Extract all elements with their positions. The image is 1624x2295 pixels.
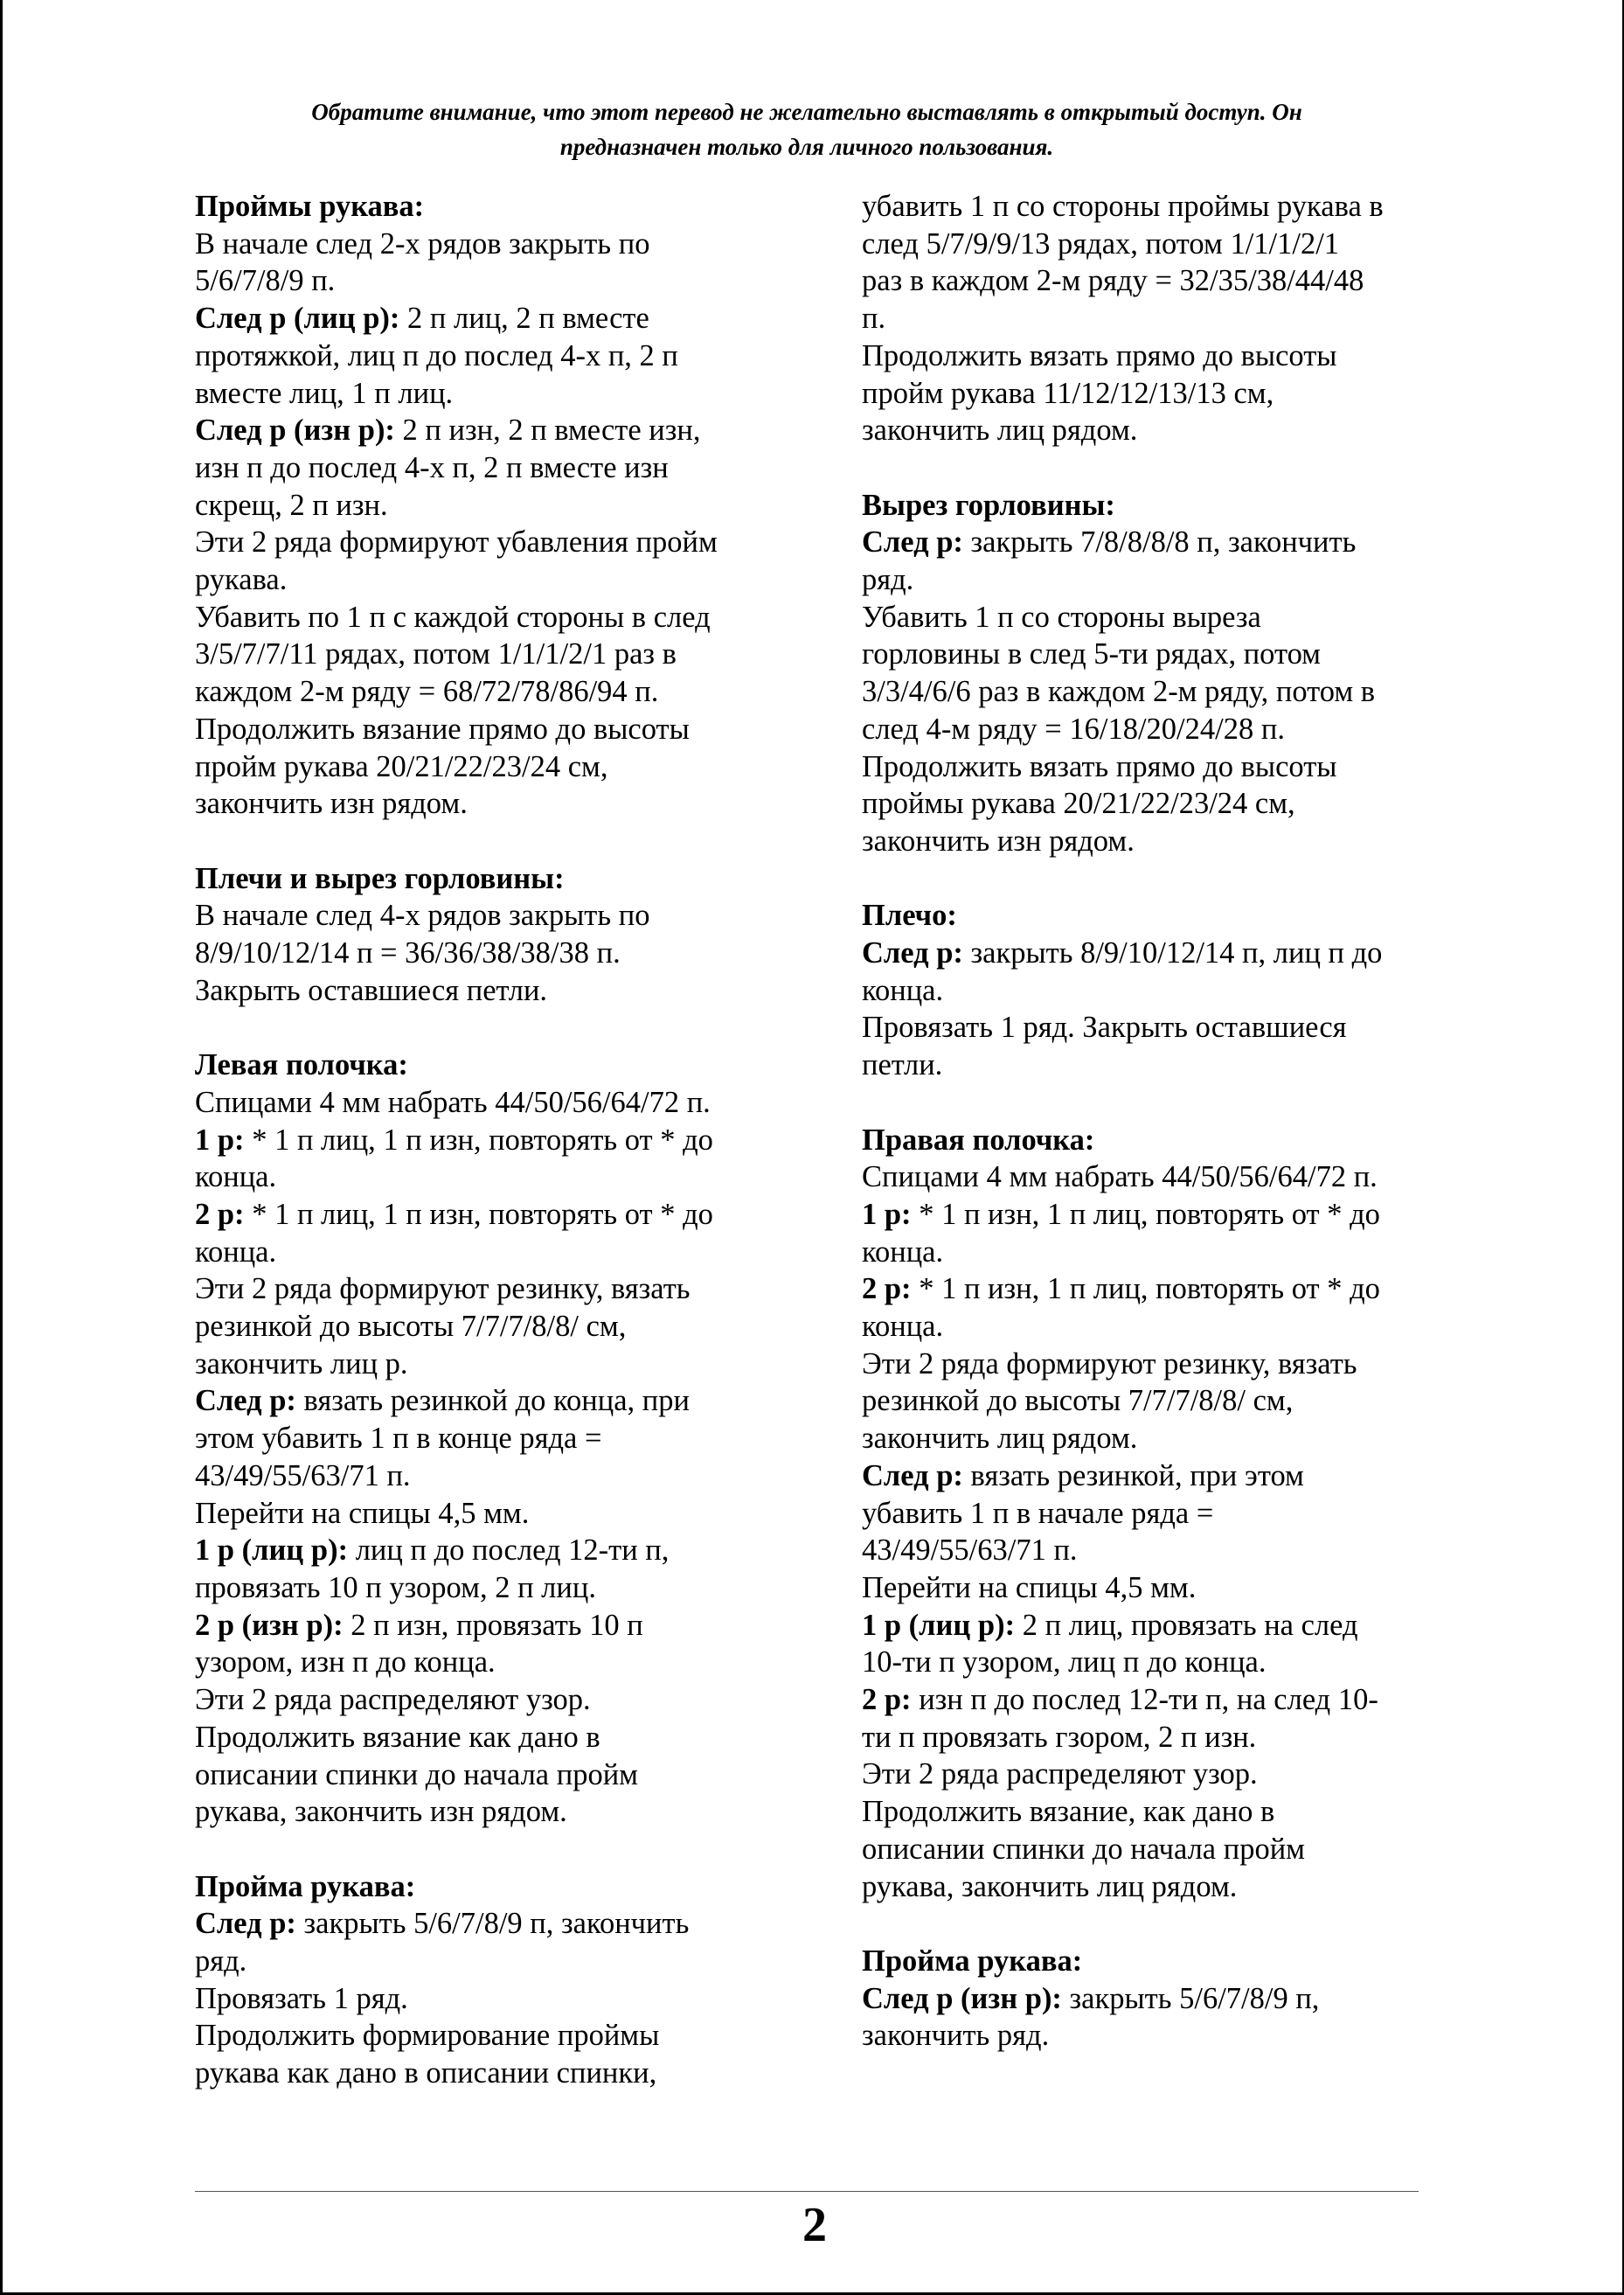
text-line — [862, 1457, 1439, 1495]
row-text: вязать резинкой до конца, при — [295, 1384, 690, 1418]
section-right-front — [862, 1122, 1439, 1906]
text-line: конца. — [195, 1234, 277, 1269]
section-neckline — [862, 487, 1439, 860]
text-line: скрещ, 2 п изн. — [195, 488, 388, 522]
section-armhole-continued — [862, 188, 1439, 449]
text-line: рукава как дано в описании спинки, — [195, 2056, 657, 2090]
row-label: 2 р: — [862, 1683, 912, 1717]
text-line: Продолжить формирование проймы — [195, 2019, 660, 2053]
text-line — [195, 1607, 807, 1645]
text-line: пройм рукава 20/21/22/23/24 см, — [195, 749, 608, 783]
text-line: Спицами 4 мм набрать 44/50/56/64/72 п. — [862, 1160, 1378, 1194]
section-heading: Проймы рукава: — [195, 190, 425, 223]
text-line: закончить изн рядом. — [862, 824, 1135, 858]
text-line: 43/49/55/63/71 п. — [862, 1533, 1078, 1568]
text-line: горловины в след 5-ти рядах, потом — [862, 637, 1321, 671]
row-text: 2 п изн, 2 п вместе изн, — [394, 414, 701, 448]
text-line: Убавить 1 п со стороны выреза — [862, 600, 1261, 634]
text-line: 8/9/10/12/14 п = 36/36/38/38/38 п. — [195, 936, 621, 970]
section-heading: Левая полочка: — [195, 1048, 408, 1082]
row-text: изн п до послед 12-ти п, на след 10- — [911, 1683, 1378, 1717]
text-line: рукава, закончить изн рядом. — [195, 1795, 567, 1829]
text-line: этом убавить 1 п в конце ряда = — [195, 1422, 602, 1456]
text-line: закончить изн рядом. — [195, 787, 468, 821]
text-line: вместе лиц, 1 п лиц. — [195, 376, 454, 410]
text-line: 3/3/4/6/6 раз в каждом 2-м ряду, потом в — [862, 675, 1376, 709]
text-line: описании спинки до начала пройм — [195, 1757, 638, 1791]
row-text: закрыть 7/8/8/8/8 п, закончить — [962, 525, 1357, 560]
text-line: Провязать 1 ряд. — [195, 1981, 408, 2015]
row-text: * 1 п лиц, 1 п изн, повторять от * до — [244, 1197, 713, 1231]
text-line: 5/6/7/8/9 п. — [195, 264, 336, 298]
text-line: закончить лиц рядом. — [862, 1422, 1138, 1456]
text-line: описании спинки до начала пройм — [862, 1832, 1305, 1866]
row-label: След р: — [862, 1458, 963, 1492]
text-line: 3/5/7/7/11 рядах, потом 1/1/1/2/1 раз в — [195, 637, 677, 671]
row-label: 2 р: — [862, 1272, 912, 1306]
row-text: лиц п до послед 12-ти п, — [348, 1533, 670, 1568]
section-heading: Плечо: — [862, 899, 957, 933]
section-heading: Вырез горловины: — [862, 488, 1115, 522]
notice-line: Обратите внимание, что этот перевод не желательно выставлять в открытый доступ. Он — [311, 99, 1302, 125]
text-line: каждом 2-м ряду = 68/72/78/86/94 п. — [195, 675, 659, 709]
row-label: След р: — [195, 1384, 296, 1418]
text-line: Эти 2 ряда распределяют узор. — [862, 1757, 1258, 1791]
text-line: В начале след 4-х рядов закрыть по — [195, 899, 650, 933]
row-text: закрыть 5/6/7/8/9 п, — [1061, 1981, 1320, 2015]
text-line — [862, 1681, 1439, 1719]
row-label: След р (лиц р): — [195, 302, 400, 336]
text-line: В начале след 2-х рядов закрыть по — [195, 226, 650, 261]
section-heading: Пройма рукава: — [195, 1869, 416, 1903]
section-right-armhole — [862, 1943, 1439, 2055]
row-label: 1 р (лиц р): — [195, 1533, 349, 1568]
text-line: рукава, закончить лиц рядом. — [862, 1869, 1238, 1903]
text-line: узором, изн п до конца. — [195, 1645, 496, 1680]
text-line: Спицами 4 мм набрать 44/50/56/64/72 п. — [195, 1085, 711, 1119]
section-armholes — [195, 188, 807, 823]
row-label: 1 р: — [195, 1123, 245, 1157]
footer-divider — [195, 2191, 1419, 2192]
row-label: След р: — [862, 525, 963, 560]
text-line: Продолжить вязать прямо до высоты — [862, 749, 1337, 783]
text-line: Перейти на спицы 4,5 мм. — [195, 1496, 530, 1530]
text-line: след 5/7/9/9/13 рядах, потом 1/1/1/2/1 — [862, 226, 1340, 261]
row-label: След р (изн р): — [862, 1981, 1062, 2015]
row-text: * 1 п изн, 1 п лиц, повторять от * до — [911, 1197, 1380, 1231]
text-line — [862, 524, 1439, 561]
row-text: закрыть 8/9/10/12/14 п, лиц п до — [962, 936, 1383, 970]
text-line — [195, 1196, 807, 1234]
row-label: 2 р (изн р): — [195, 1608, 344, 1642]
text-line: изн п до послед 4-х п, 2 п вместе изн — [195, 450, 669, 484]
text-line — [195, 300, 807, 337]
text-line: убавить 1 п в начале ряда = — [862, 1496, 1214, 1530]
text-line: раз в каждом 2-м ряду = 32/35/38/44/48 — [862, 264, 1364, 298]
row-text: * 1 п изн, 1 п лиц, повторять от * до — [911, 1272, 1380, 1306]
text-line: конца. — [862, 1234, 944, 1269]
text-line: ряд. — [195, 1944, 247, 1978]
text-line: Эти 2 ряда формируют резинку, вязать — [862, 1346, 1357, 1380]
section-left-armhole — [195, 1868, 807, 2092]
section-left-front — [195, 1047, 807, 1831]
section-heading: Пройма рукава: — [862, 1944, 1083, 1978]
row-label: След р (изн р): — [195, 414, 395, 448]
section-heading: Правая полочка: — [862, 1123, 1095, 1157]
text-line — [195, 1532, 807, 1569]
section-heading: Плечи и вырез горловины: — [195, 861, 565, 895]
text-line: рукава. — [195, 563, 288, 597]
text-line: пройм рукава 11/12/12/13/13 см, — [862, 376, 1274, 410]
text-line: Убавить по 1 п с каждой стороны в след — [195, 600, 711, 634]
text-line — [862, 1270, 1439, 1308]
text-line: конца. — [862, 1310, 944, 1344]
text-line: 10-ти п узором, лиц п до конца. — [862, 1645, 1267, 1680]
text-line: ти п провязать гзором, 2 п изн. — [862, 1720, 1257, 1754]
text-line: ряд. — [862, 563, 914, 597]
notice-line: предназначен только для личного пользования. — [559, 134, 1054, 160]
text-line — [195, 1905, 807, 1943]
page-number: 2 — [802, 2198, 827, 2252]
text-line: протяжкой, лиц п до послед 4-х п, 2 п — [195, 338, 678, 372]
section-shoulder — [862, 897, 1439, 1084]
text-line — [862, 1980, 1439, 2018]
left-column — [195, 188, 807, 2130]
text-line: Продолжить вязать прямо до высоты — [862, 338, 1337, 372]
row-label: 1 р: — [862, 1197, 912, 1231]
text-line: убавить 1 п со стороны проймы рукава в — [862, 190, 1384, 223]
text-line: провязать 10 п узором, 2 п лиц. — [195, 1570, 596, 1604]
text-line — [195, 1122, 807, 1159]
text-line: Эти 2 ряда формируют резинку, вязать — [195, 1272, 691, 1306]
text-line: петли. — [862, 1048, 943, 1082]
text-line: закончить ряд. — [862, 2019, 1050, 2053]
text-line — [195, 412, 807, 449]
text-line: конца. — [862, 973, 944, 1007]
text-line: Закрыть оставшиеся петли. — [195, 973, 548, 1007]
text-line: конца. — [195, 1160, 277, 1194]
row-text: * 1 п лиц, 1 п изн, повторять от * до — [244, 1123, 713, 1157]
text-line: Продолжить вязание прямо до высоты — [195, 712, 690, 746]
text-line: Эти 2 ряда формируют убавления пройм — [195, 525, 718, 560]
row-label: След р: — [195, 1907, 296, 1941]
text-line: след 4-м ряду = 16/18/20/24/28 п. — [862, 712, 1285, 746]
row-label: 1 р (лиц р): — [862, 1608, 1016, 1642]
text-line: 43/49/55/63/71 п. — [195, 1458, 411, 1492]
text-line: п. — [862, 302, 886, 336]
row-text: закрыть 5/6/7/8/9 п, закончить — [295, 1907, 690, 1941]
text-line: проймы рукава 20/21/22/23/24 см, — [862, 787, 1295, 821]
row-text: 2 п изн, провязать 10 п — [343, 1608, 643, 1642]
text-line: Продолжить вязание как дано в — [195, 1720, 600, 1754]
right-column — [862, 188, 1439, 2092]
text-line: Продолжить вязание, как дано в — [862, 1795, 1275, 1829]
row-text: 2 п лиц, провязать на след — [1015, 1608, 1358, 1642]
row-text: 2 п лиц, 2 п вместе — [399, 302, 649, 336]
row-label: 2 р: — [195, 1197, 245, 1231]
text-line — [862, 1196, 1439, 1234]
row-label: След р: — [862, 936, 963, 970]
section-shoulders-neckline — [195, 860, 807, 1010]
row-text: вязать резинкой, при этом — [962, 1458, 1304, 1492]
text-line: резинкой до высоты 7/7/7/8/8/ см, — [195, 1310, 627, 1344]
text-line: закончить лиц р. — [195, 1346, 408, 1380]
text-line: Перейти на спицы 4,5 мм. — [862, 1570, 1197, 1604]
text-line: резинкой до высоты 7/7/7/8/8/ см, — [862, 1384, 1294, 1418]
text-line — [195, 1382, 807, 1420]
copyright-notice — [195, 94, 1419, 164]
text-line: Провязать 1 ряд. Закрыть оставшиеся — [862, 1011, 1347, 1045]
text-line: Эти 2 ряда распределяют узор. — [195, 1683, 591, 1717]
text-line — [862, 935, 1439, 972]
text-line: закончить лиц рядом. — [862, 414, 1138, 448]
text-line — [862, 1607, 1439, 1645]
